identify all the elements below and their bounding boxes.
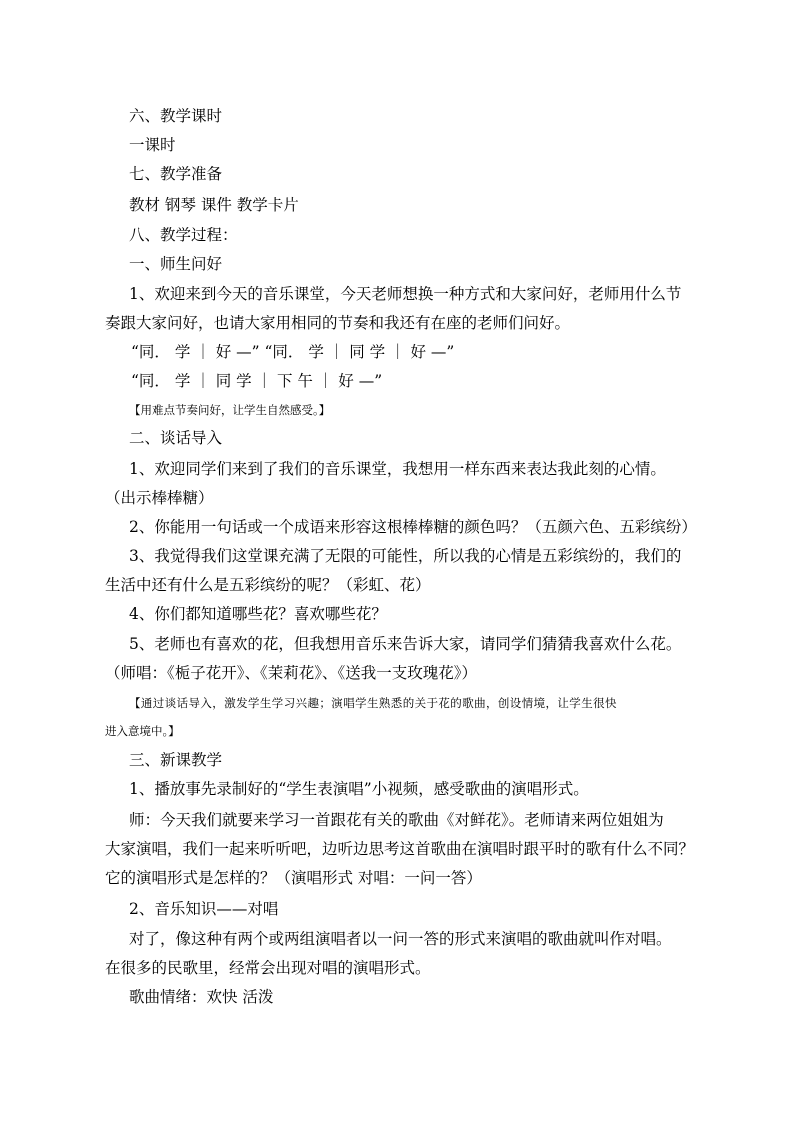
paragraph: （师唱：《栀子花开》、《茉莉花》、《送我一支玫瑰花》） bbox=[105, 664, 478, 682]
paragraph: 一课时 bbox=[129, 136, 176, 154]
paragraph: 在很多的民歌里，经常会出现对唱的演唱形式。 bbox=[105, 959, 431, 977]
paragraph: 它的演唱形式是怎样的？（演唱形式 对唱：一问一答） bbox=[105, 869, 482, 887]
paragraph: 4、你们都知道哪些花？喜欢哪些花？ bbox=[129, 605, 387, 623]
paragraph: 生活中还有什么是五彩缤纷的呢？（彩虹、花） bbox=[105, 576, 431, 594]
paragraph: 教材 钢琴 课件 教学卡片 bbox=[129, 196, 299, 214]
rhythm-line: “同． 学 ｜ 好 —” “同． 学 ｜ 同 学 ｜ 好 —” bbox=[131, 343, 455, 361]
paragraph: 师：今天我们就要来学习一首跟花有关的歌曲《对鲜花》。老师请来两位姐姐为 bbox=[129, 811, 664, 829]
paragraph: 1、播放事先录制好的“学生表演唱”小视频，感受歌曲的演唱形式。 bbox=[129, 780, 589, 798]
section-heading: 二、谈话导入 bbox=[129, 429, 223, 447]
paragraph: 歌曲情绪：欢快 活泼 bbox=[129, 988, 274, 1006]
paragraph: 3、我觉得我们这堂课充满了无限的可能性，所以我的心情是五彩缤纷的，我们的 bbox=[129, 547, 682, 565]
paragraph: 1、欢迎来到今天的音乐课堂，今天老师想换一种方式和大家问好，老师用什么节 bbox=[129, 285, 682, 303]
section-heading: 2、音乐知识——对唱 bbox=[129, 900, 279, 918]
section-heading: 三、新课教学 bbox=[129, 751, 223, 769]
paragraph: 大家演唱，我们一起来听听吧，边听边思考这首歌曲在演唱时跟平时的歌有什么不同？ bbox=[105, 840, 695, 858]
paragraph: 2、你能用一句话或一个成语来形容这根棒棒糖的颜色吗？（五颜六色、五彩缤纷） bbox=[129, 518, 697, 536]
paragraph: 5、老师也有喜欢的花，但我想用音乐来告诉大家，请同学们猜猜我喜欢什么花。 bbox=[129, 635, 682, 653]
rhythm-line: “同． 学 ｜ 同 学 ｜ 下 午 ｜ 好 —” bbox=[131, 372, 383, 390]
teaching-note: 【用难点节奏问好，让学生自然感受。】 bbox=[129, 403, 331, 417]
paragraph: 1、欢迎同学们来到了我们的音乐课堂，我想用一样东西来表达我此刻的心情。 bbox=[129, 460, 666, 478]
section-heading: 一、师生问好 bbox=[129, 255, 223, 273]
paragraph: 对了，像这种有两个或两组演唱者以一问一答的形式来演唱的歌曲就叫作对唱。 bbox=[129, 930, 672, 948]
teaching-note: 【通过谈话导入，激发学生学习兴趣；演唱学生熟悉的关于花的歌曲，创设情境，让学生很快 bbox=[129, 696, 617, 710]
paragraph: 奏跟大家问好，也请大家用相同的节奏和我还有在座的老师们问好。 bbox=[105, 314, 571, 332]
heading-teaching-hours: 六、教学课时 bbox=[129, 107, 223, 125]
heading-teaching-process: 八、教学过程： bbox=[129, 226, 238, 244]
heading-teaching-preparation: 七、教学准备 bbox=[129, 165, 223, 183]
teaching-note: 进入意境中。】 bbox=[105, 724, 180, 738]
paragraph: （出示棒棒糖） bbox=[105, 489, 214, 507]
